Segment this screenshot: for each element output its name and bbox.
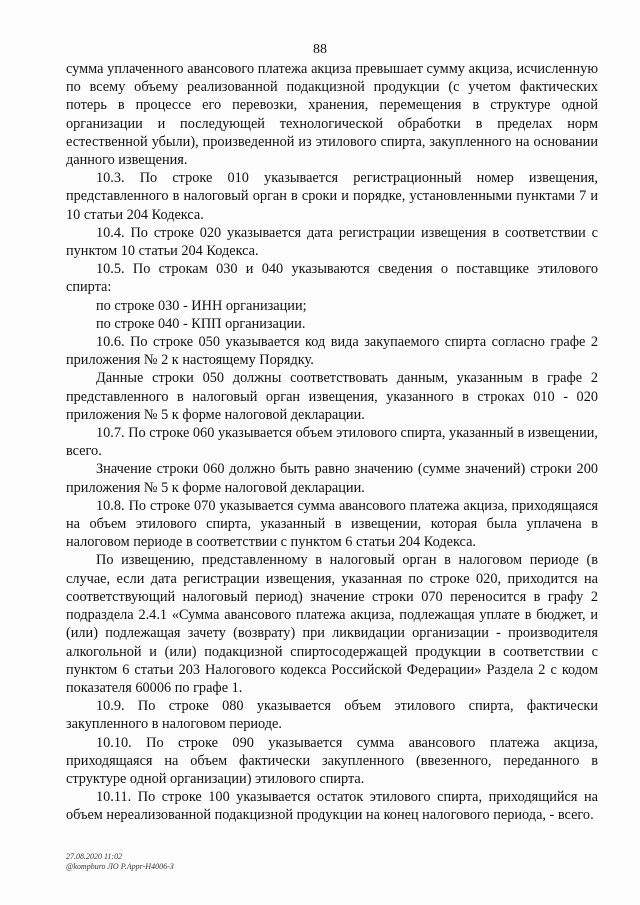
paragraph-10-5: 10.5. По строкам 030 и 040 указываются сведения о поставщике этилового спирта: — [66, 261, 598, 296]
paragraph-10-11: 10.11. По строке 100 указывается остаток этилового спирта, приходящийся на объем нереализованной подакцизной продукции на конец налогового периода, - всего. — [66, 789, 598, 824]
paragraph-10-10: 10.10. По строке 090 указывается сумма авансового платежа акциза, приходящаяся на объем фактически закупленного (ввезенного, переданного в структуре одной организации) этилового спирта. — [66, 734, 598, 787]
paragraph-10-6: 10.6. По строке 050 указывается код вида закупаемого спирта согласно графе 2 приложения № 2 к настоящему Порядку. — [66, 334, 598, 369]
paragraph-line-040: по строке 040 - КПП организации. — [96, 315, 306, 332]
document-body — [66, 60, 598, 825]
paragraph-line-060-value: Значение строки 060 должно быть равно значению (сумме значений) строки 200 приложения № 5 к форме налоговой декларации. — [66, 461, 598, 496]
paragraph-10-4: 10.4. По строке 020 указывается дата регистрации извещения в соответствии с пунктом 10 статьи 204 Кодекса. — [66, 224, 598, 260]
page-number: 88 — [313, 42, 327, 57]
paragraph-10-7: 10.7. По строке 060 указывается объем этилового спирта, указанный в извещении, всего. — [66, 425, 598, 460]
footer-timestamp: 27.08.2020 11:02 — [66, 852, 123, 861]
footer-document-code: @kompburo ЛО Р.Appr-H4006-3 — [66, 862, 174, 871]
paragraph-line-050-data: Данные строки 050 должны соответствовать данным, указанным в графе 2 представленного в налоговый орган извещения, указанного в строках 010 - 020 приложения № 5 к форме налоговой декларации. — [66, 370, 598, 423]
paragraph-10-8: 10.8. По строке 070 указывается сумма авансового платежа акциза, приходящаяся на объем этилового спирта, указанный в извещении, которая была уплачена в налоговом периоде в соответствии с пунктом 6 статьи 204 Кодекса. — [66, 497, 598, 551]
paragraph-10-9: 10.9. По строке 080 указывается объем этилового спирта, фактически закупленного в налоговом периоде. — [66, 698, 598, 733]
paragraph-notice-transfer: По извещению, представленному в налоговый орган в налоговом периоде (в случае, если дата регистрации извещения, указанная по строке 020, приходится на соответствующий налоговый период) значение строки 070 переносится в графу 2 подраздела 2.4.1 «Сумма авансового платежа акциза, подлежащая уплате в бюджет, и (или) подлежащая зачету (возврату) при ликвидации организации - производителя алкогольной и (или) подакцизной спиртосодержащей продукции в соответствии с пунктом 6 статьи 203 Налогового кодекса Российской Федерации» Раздела 2 с кодом показателя 60006 по графе 1. — [66, 552, 598, 696]
paragraph-10-3: 10.3. По строке 010 указывается регистрационный номер извещения, представленного в налоговый орган в сроки и порядке, установленными пунктами 7 и 10 статьи 204 Кодекса. — [66, 170, 598, 223]
footer-stamp — [66, 852, 174, 872]
paragraph-line-030: по строке 030 - ИНН организации; — [96, 297, 307, 314]
paragraph-continuation: сумма уплаченного авансового платежа акциза превышает сумму акциза, исчисленную по всему объему реализованной подакцизной продукции (с учетом фактических потерь в процессе его перевозки, хранения, перемещения в структуре одной организации и последующей технологической обработки в пределах норм естественной убыли), произведенной из этилового спирта, закупленного на основании данного извещения. — [66, 61, 598, 169]
